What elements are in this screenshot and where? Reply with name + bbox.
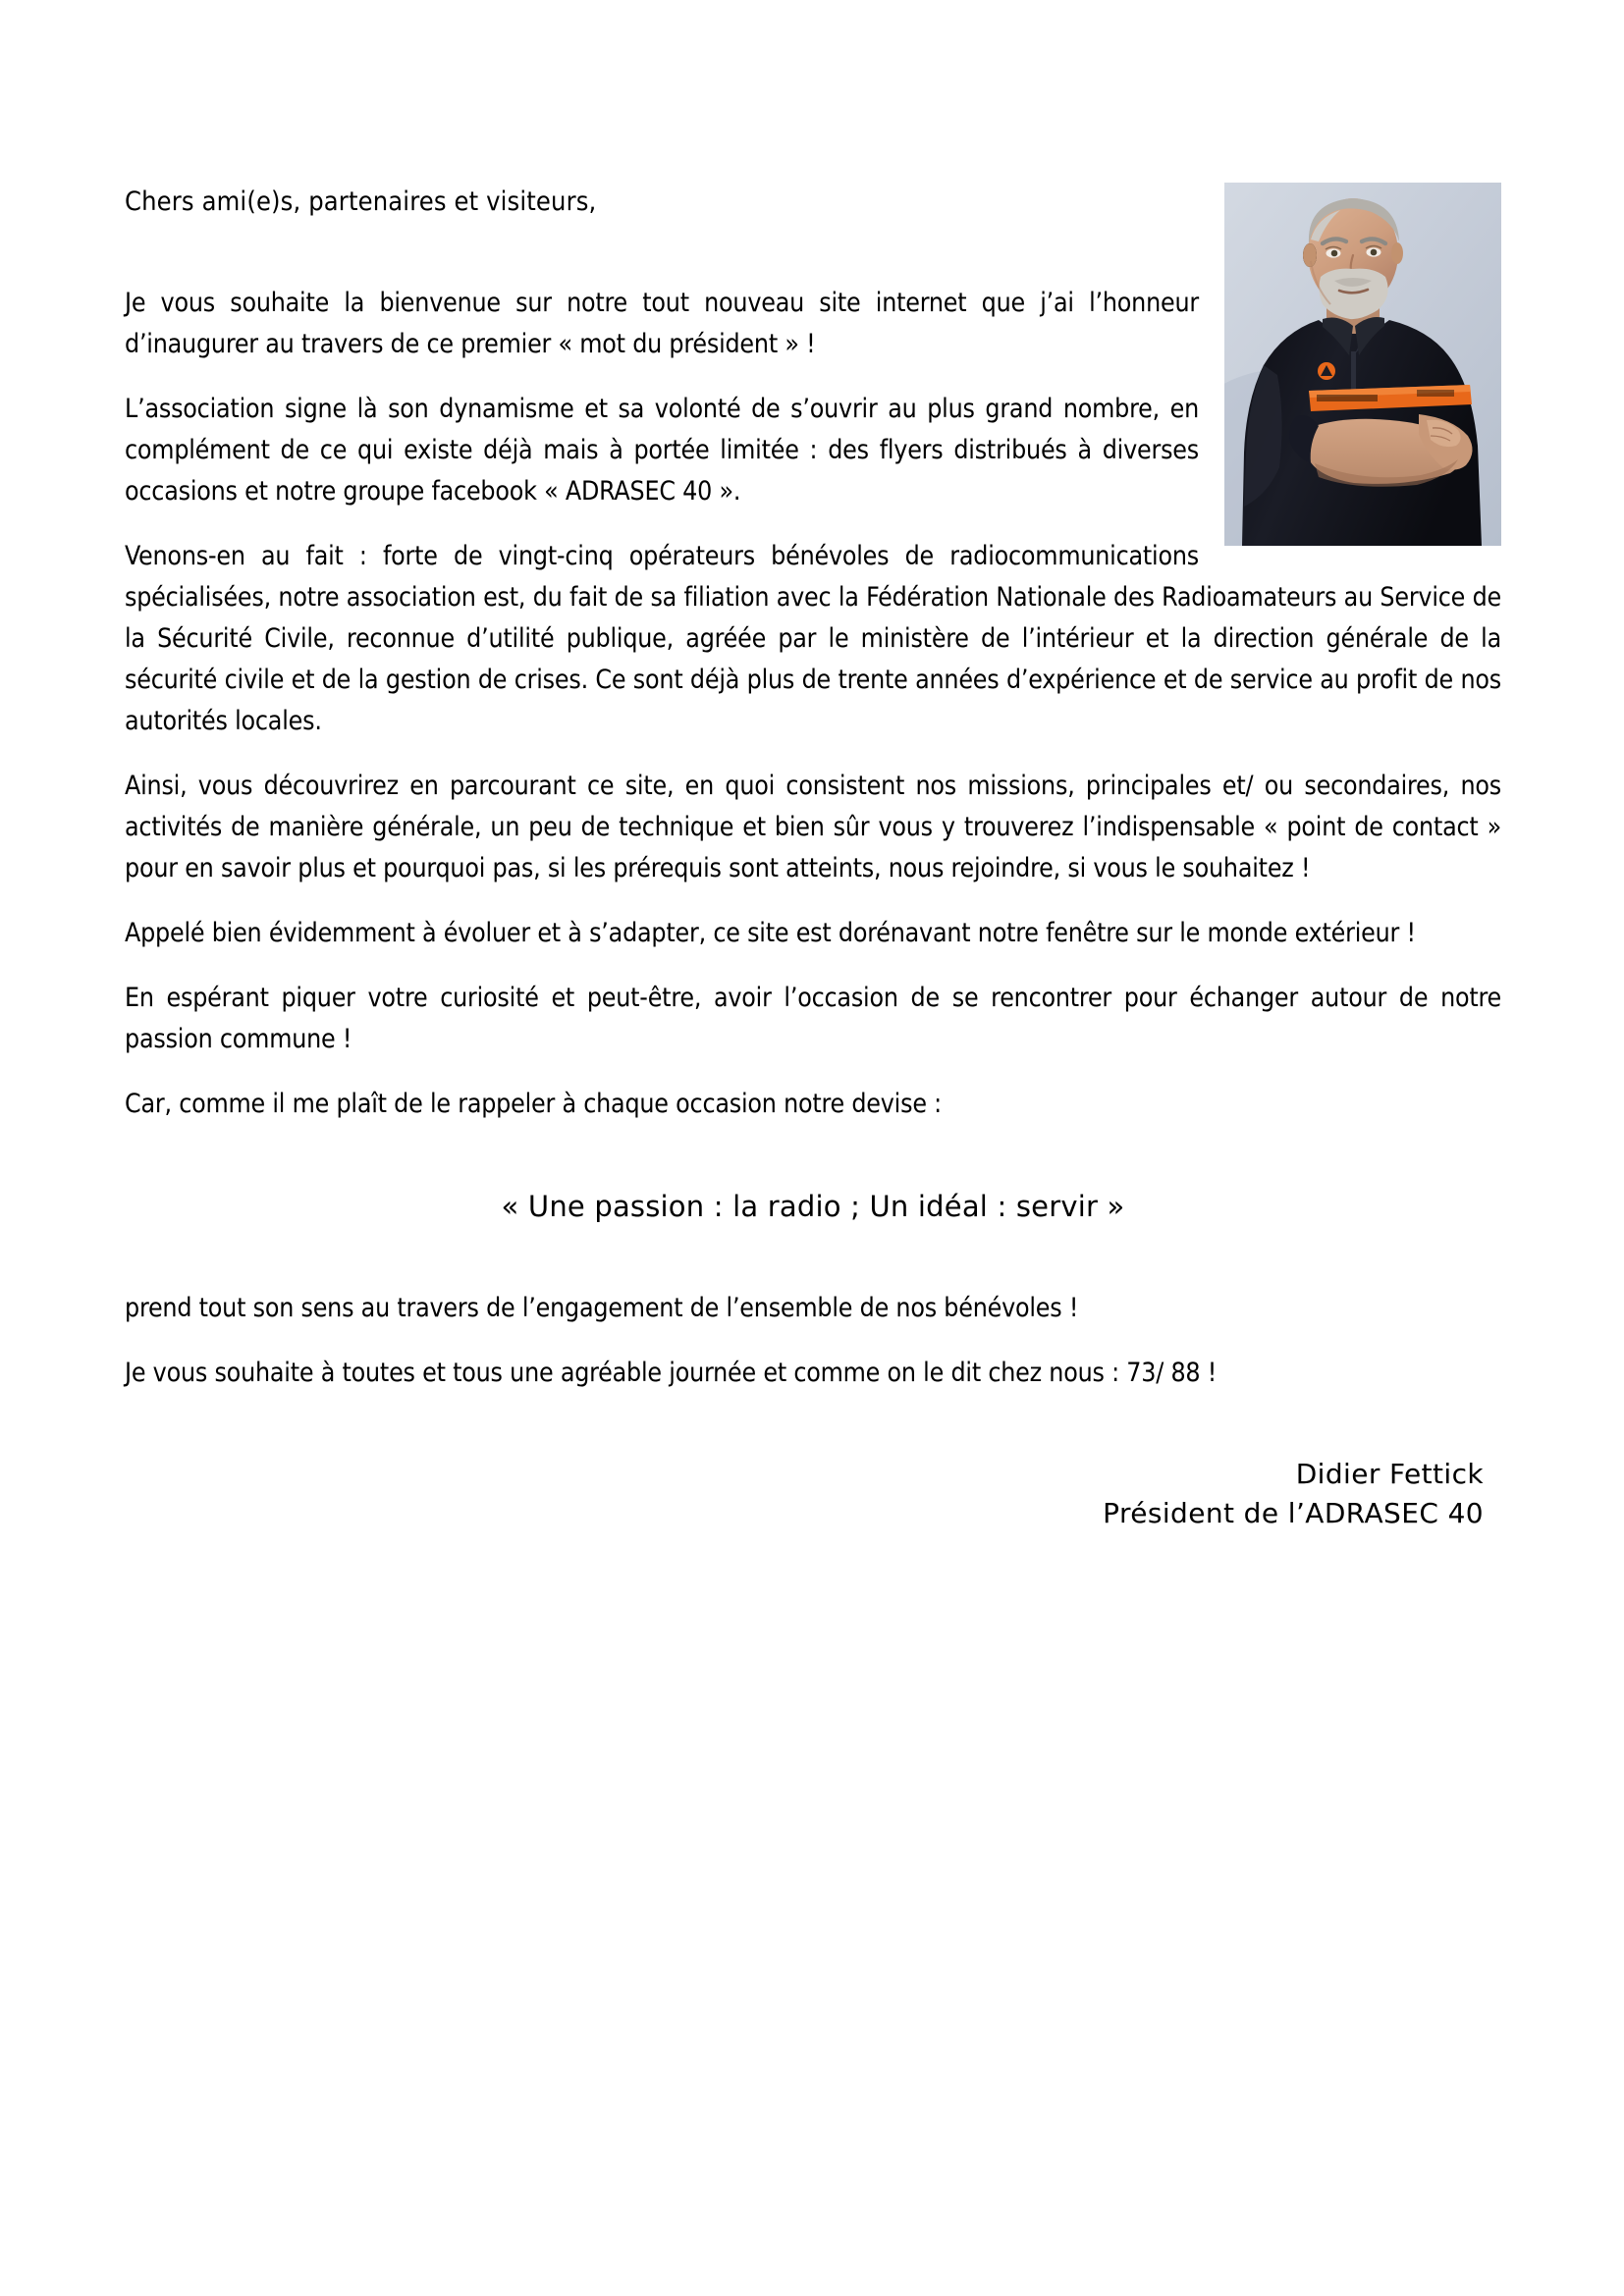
letter-paragraph-8: prend tout son sens au travers de l’engagement de l’ensemble de nos bénévoles !	[125, 1293, 1079, 1323]
spacer	[125, 1329, 1501, 1353]
letter-paragraph-5: Appelé bien évidemment à évoluer et à s’adapter, ce site est dorénavant notre fenêtre sur le monde extérieur !	[125, 918, 1416, 948]
signature-block	[125, 1455, 1501, 1533]
letter-paragraph-7: Car, comme il me plaît de le rappeler à chaque occasion notre devise :	[125, 1089, 943, 1119]
letter-paragraph-1: Je vous souhaite la bienvenue sur notre tout nouveau site internet que j’ai l’honneur d’inaugurer au travers de ce premier « mot du président » !	[125, 288, 1199, 359]
spacer	[125, 889, 1501, 913]
spacer	[125, 1227, 1501, 1288]
spacer	[125, 954, 1501, 978]
signature-name: Didier Fettick	[1295, 1458, 1484, 1490]
spacer	[125, 1125, 1501, 1186]
letter-paragraph-6: En espérant piquer votre curiosité et peut-être, avoir l’occasion de se rencontrer pour échanger autour de notre passion commune !	[125, 983, 1501, 1054]
spacer	[125, 1060, 1501, 1084]
letter-body	[125, 183, 1501, 1533]
spacer	[125, 742, 1501, 766]
letter-paragraph-2: L’association signe là son dynamisme et sa volonté de s’ouvrir au plus grand nombre, en complément de ce qui existe déjà mais à portée limitée : des flyers distribués à diverses occasions et notre groupe facebook « ADRASEC 40 ».	[125, 394, 1199, 507]
letter-paragraph-9: Je vous souhaite à toutes et tous une agréable journée et comme on le dit chez nous : 73/ 88 !	[125, 1358, 1218, 1388]
letter-greeting: Chers ami(e)s, partenaires et visiteurs,	[125, 187, 597, 217]
spacer	[125, 1394, 1501, 1455]
president-portrait-photo	[1224, 183, 1501, 546]
portrait-illustration	[1224, 183, 1501, 546]
letter-paragraph-4: Ainsi, vous découvrirez en parcourant ce site, en quoi consistent nos missions, principales et/ ou secondaires, nos activités de manière générale, un peu de technique et bien sûr vous y trouverez l’indispensable « point de contact » pour en savoir plus et pourquoi pas, si les prérequis sont atteints, nous rejoindre, si vous le souhaitez !	[125, 771, 1501, 883]
letter-paragraph-3: Venons-en au fait : forte de vingt-cinq opérateurs bénévoles de radiocommunications spécialisées, notre association est, du fait de sa filiation avec la Fédération Nationale des Radioamateurs au Service de la Sécurité Civile, reconnue d’utilité publique, agréée par le ministère de l’intérieur et la direction générale de la sécurité civile et de la gestion de crises. Ce sont déjà plus de trente années d’expérience et de service au profit de nos autorités locales.	[125, 541, 1501, 736]
association-motto: « Une passion : la radio ; Un idéal : servir »	[501, 1190, 1125, 1223]
signature-title: Président de l’ADRASEC 40	[1103, 1497, 1484, 1529]
